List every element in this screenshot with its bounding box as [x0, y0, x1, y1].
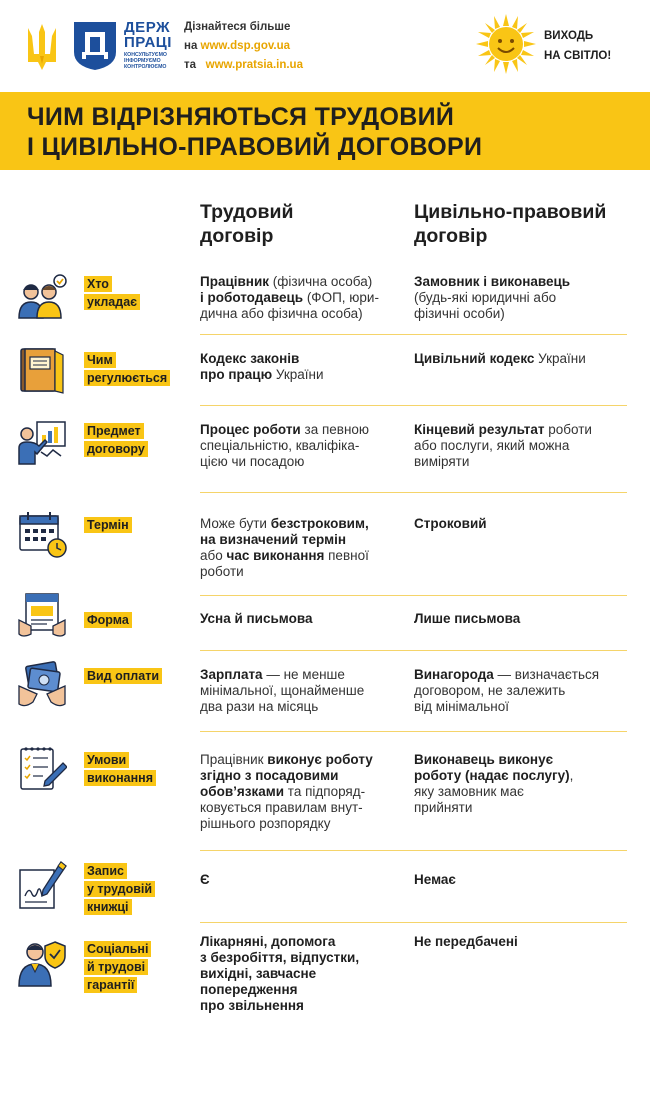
campaign-line2: НА СВІТЛО!	[544, 50, 612, 62]
row-label: Умови виконання	[84, 751, 156, 787]
civil-cell: Немає	[414, 872, 456, 887]
header	[0, 0, 650, 92]
civil-header-line1: Цивільно-правовий	[414, 201, 607, 223]
presentation-icon	[17, 418, 67, 468]
row-divider	[200, 850, 627, 851]
civil-cell: Не передбачені	[414, 934, 518, 949]
row-divider	[200, 492, 627, 493]
labor-cell: Працівник (фізична особа) і роботодавець (ФОП, юри- дична або фізична особа)	[200, 274, 379, 321]
link-prefix-1: на	[184, 40, 198, 52]
labor-column-header	[200, 200, 293, 248]
worker-shield-icon	[17, 938, 67, 988]
title-line1: ЧИМ ВІДРІЗНЯЮТЬСЯ ТРУДОВИЙ	[27, 103, 455, 131]
logo-subtitle-line3: КОНТРОЛЮЄМО	[124, 64, 167, 70]
row-divider	[200, 922, 627, 923]
civil-cell: Лише письмова	[414, 611, 521, 626]
link-pratsia[interactable]: www.pratsia.in.ua	[205, 59, 303, 71]
logo-subtitle-line1: КОНСУЛЬТУЄМО	[124, 52, 167, 58]
labor-cell: Зарплата — не менше мінімальної, щонайменше два рази на місяць	[200, 667, 365, 714]
link-dsp[interactable]: www.dsp.gov.ua	[200, 40, 290, 52]
labor-cell: Може бути безстроковим, на визначений термін або час виконання певної роботи	[200, 516, 369, 579]
logo-subtitle-line2: ІНФОРМУЄМО	[124, 58, 161, 64]
row-divider	[200, 405, 627, 406]
row-divider	[200, 334, 627, 335]
people-check-icon	[17, 272, 67, 322]
document-hands-icon	[17, 590, 67, 640]
labor-cell: Є	[200, 872, 210, 887]
link-prefix-2: та	[184, 59, 197, 71]
dsp-logo-icon	[70, 20, 120, 72]
money-hands-icon	[17, 660, 67, 710]
title-banner	[0, 92, 650, 170]
row-label: Соціальні й трудові гарантії	[84, 940, 151, 994]
signature-pen-icon	[17, 860, 67, 910]
calendar-clock-icon	[17, 508, 67, 558]
labor-cell: Працівник виконує роботу згідно з посадовими обов’язками та підпоряд- ковується правилам внут- рішнього розпорядку	[200, 752, 373, 831]
row-divider	[200, 595, 627, 596]
civil-cell: Винагорода — визначається договором, не залежить від мінімальної	[414, 667, 600, 714]
campaign-text	[544, 26, 611, 66]
trident-icon	[22, 22, 62, 72]
title-line2: І ЦИВІЛЬНО-ПРАВОВИЙ ДОГОВОРИ	[27, 133, 483, 161]
sun-icon	[474, 12, 538, 76]
labor-header-line2: договір	[200, 225, 274, 247]
row-divider	[200, 731, 627, 732]
civil-header-line2: договір	[414, 225, 488, 247]
civil-cell: Виконавець виконує роботу (надає послугу), яку замовник має прийняти	[414, 752, 574, 815]
campaign-line1: ВИХОДЬ	[544, 30, 594, 42]
row-label: Термін	[84, 516, 132, 534]
civil-cell: Строковий	[414, 516, 487, 531]
learn-more-block	[184, 18, 303, 75]
row-label: Предмет договору	[84, 422, 148, 458]
labor-cell: Процес роботи за певною спеціальністю, кваліфіка- цією чи посадою	[200, 422, 370, 469]
row-divider	[200, 650, 627, 651]
logo-title-line2: ПРАЦІ	[124, 34, 172, 51]
checklist-pen-icon	[17, 743, 67, 793]
row-label: Хто укладає	[84, 275, 140, 311]
row-label: Вид оплати	[84, 667, 162, 685]
labor-cell: Усна й письмова	[200, 611, 313, 626]
civil-column-header	[414, 200, 606, 248]
civil-cell: Кінцевий результат роботи або послуги, який можна виміряти	[414, 422, 592, 469]
dsp-logo-text	[124, 20, 188, 70]
row-label: Запис у трудовій книжці	[84, 862, 155, 916]
civil-cell: Цивільний кодекс України	[414, 351, 586, 366]
civil-cell: Замовник і виконавець (будь-які юридичні або фізичні особи)	[414, 274, 571, 321]
law-book-icon	[17, 345, 67, 395]
labor-header-line1: Трудовий	[200, 201, 294, 223]
labor-cell: Кодекс законів про працю України	[200, 351, 324, 382]
labor-cell: Лікарняні, допомога з безробіття, відпустки, вихідні, завчасне попередження про звільнення	[200, 934, 360, 1013]
row-label: Чим регулюється	[84, 351, 170, 387]
row-label: Форма	[84, 611, 132, 629]
learn-more-text: Дізнайтеся більше	[184, 21, 291, 33]
logo-title-line1: ДЕРЖ	[124, 19, 171, 36]
